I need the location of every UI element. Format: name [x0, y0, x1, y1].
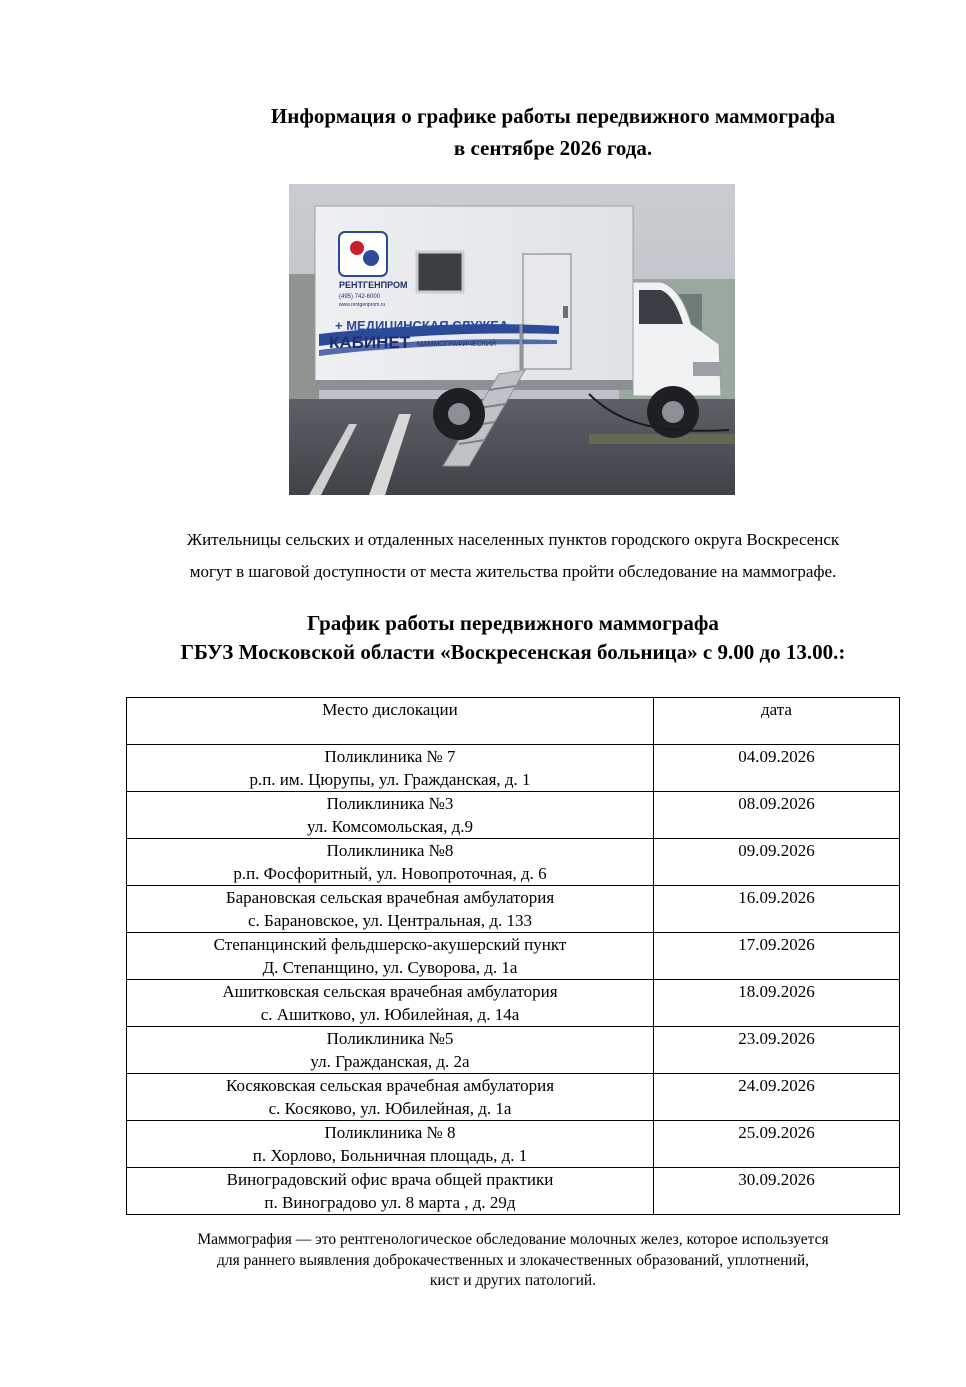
location-address: р.п. Фосфоритный, ул. Новопроточная, д. 6 — [233, 864, 547, 883]
location-address: с. Ашитково, ул. Юбилейная, д. 14а — [260, 1005, 520, 1024]
footnote — [68, 1230, 958, 1292]
location-cell — [127, 933, 654, 980]
intro-paragraph — [60, 524, 966, 588]
header-date: дата — [654, 698, 900, 745]
location-address: с. Косяково, ул. Юбилейная, д. 1а — [268, 1099, 512, 1118]
table-row — [127, 792, 900, 839]
location-name: Поликлиника № 7 — [324, 747, 456, 766]
location-name: Поликлиника № 8 — [324, 1123, 456, 1142]
page-title-line-2: в сентябре 2026 года. — [453, 136, 653, 160]
footnote-line-2: для раннего выявления доброкачественных и злокачественных образований, уплотнений, — [216, 1251, 810, 1269]
location-name: Поликлиника №3 — [326, 794, 454, 813]
date-cell: 25.09.2026 — [654, 1121, 900, 1168]
date-cell: 04.09.2026 — [654, 745, 900, 792]
schedule-title — [0, 609, 966, 667]
table-row — [127, 933, 900, 980]
location-name: Поликлиника №8 — [326, 841, 454, 860]
location-name: Косяковская сельская врачебная амбулатория — [225, 1076, 555, 1095]
table-row — [127, 1121, 900, 1168]
table-row — [127, 745, 900, 792]
date-cell: 24.09.2026 — [654, 1074, 900, 1121]
location-address: п. Виноградово ул. 8 марта , д. 29д — [264, 1193, 516, 1212]
schedule-table — [126, 697, 900, 1215]
intro-line-1: Жительницы сельских и отдаленных населенных пунктов городского округа Воскресенск — [186, 530, 840, 549]
truck-cabinet-sub-text: МАММОГРАФИЧЕСКИЙ — [417, 341, 496, 348]
table-row — [127, 839, 900, 886]
table-header-row — [127, 698, 900, 745]
location-address: п. Хорлово, Больничная площадь, д. 1 — [252, 1146, 528, 1165]
location-cell — [127, 1027, 654, 1074]
location-name: Виноградовский офис врача общей практики — [226, 1170, 554, 1189]
location-cell — [127, 839, 654, 886]
table-row — [127, 1168, 900, 1215]
location-cell — [127, 886, 654, 933]
location-address: ул. Комсомольская, д.9 — [307, 817, 473, 836]
location-cell — [127, 1168, 654, 1215]
location-cell — [127, 792, 654, 839]
location-cell — [127, 980, 654, 1027]
table-row — [127, 1074, 900, 1121]
truck-site-text: www.rentgenprom.ru — [339, 302, 386, 308]
location-address: ул. Гражданская, д. 2а — [310, 1052, 470, 1071]
page-title — [150, 100, 956, 164]
table-row — [127, 886, 900, 933]
mammography-truck-photo — [289, 184, 735, 495]
location-name: Степанцинский фельдшерско-акушерский пункт — [213, 935, 567, 954]
truck-cabinet-text: КАБИНЕТ — [329, 333, 411, 352]
location-name: Поликлиника №5 — [326, 1029, 454, 1048]
date-cell: 18.09.2026 — [654, 980, 900, 1027]
table-row — [127, 1027, 900, 1074]
date-cell: 23.09.2026 — [654, 1027, 900, 1074]
location-address: Д. Степанщино, ул. Суворова, д. 1а — [262, 958, 518, 977]
page-title-line-1: Информация о графике работы передвижного маммографа — [270, 104, 836, 128]
truck-phone-text: (495) 742-6000 — [339, 294, 381, 300]
date-cell: 17.09.2026 — [654, 933, 900, 980]
schedule-title-line-1: График работы передвижного маммографа — [307, 611, 719, 635]
date-cell: 30.09.2026 — [654, 1168, 900, 1215]
schedule-title-line-2: ГБУЗ Московской области «Воскресенская больница» с 9.00 до 13.00.: — [180, 640, 846, 664]
footnote-line-3: кист и других патологий. — [429, 1272, 597, 1289]
location-name: Барановская сельская врачебная амбулатория — [225, 888, 555, 907]
location-address: с. Барановское, ул. Центральная, д. 133 — [248, 911, 532, 930]
location-cell — [127, 1074, 654, 1121]
footnote-line-1: Маммография — это рентгенологическое обследование молочных желез, которое используется — [197, 1231, 829, 1248]
header-location: Место дислокации — [127, 698, 654, 745]
date-cell: 16.09.2026 — [654, 886, 900, 933]
table-row — [127, 980, 900, 1027]
date-cell: 08.09.2026 — [654, 792, 900, 839]
location-cell — [127, 745, 654, 792]
truck-service-text: + МЕДИЦИНСКАЯ СЛУЖБА — [335, 318, 509, 333]
truck-logo-text: РЕНТГЕНПРОМ — [339, 280, 408, 290]
location-cell — [127, 1121, 654, 1168]
intro-line-2: могут в шаговой доступности от места жительства пройти обследование на маммографе. — [189, 562, 837, 581]
schedule-table-body — [127, 745, 900, 1215]
date-cell: 09.09.2026 — [654, 839, 900, 886]
location-name: Ашитковская сельская врачебная амбулатория — [222, 982, 558, 1001]
location-address: р.п. им. Цюрупы, ул. Гражданская, д. 1 — [249, 770, 531, 789]
